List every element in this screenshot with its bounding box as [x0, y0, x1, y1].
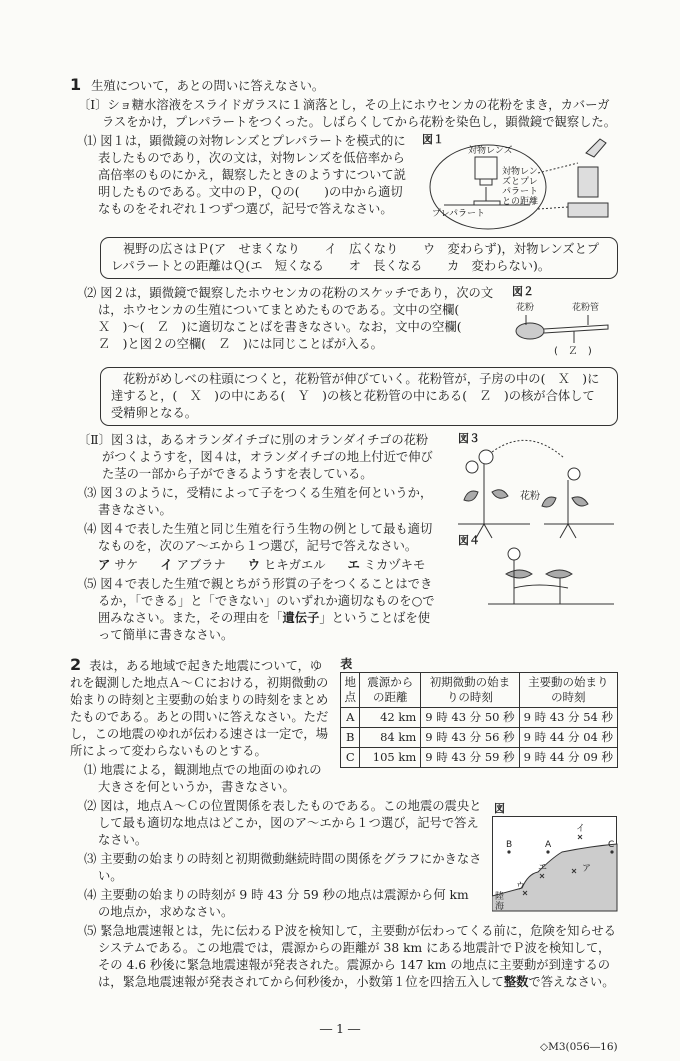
q2-sub-text: 主要動の始まりの時刻が 9 時 43 分 59 秒の地点は震源から何 km の地点か，求めなさい。	[98, 888, 469, 919]
col-header: 震源からの距離	[360, 673, 421, 708]
choice-key: ア	[98, 558, 111, 572]
sea-label: 海	[495, 902, 505, 912]
page-content	[70, 0, 618, 991]
part2-text: 図３は，あるオランダイチゴに別のオランダイチゴの花粉がつくようすを，図４は，オランダイチゴの地上付近で伸びた茎の一部から子ができるようすを表している。	[102, 433, 433, 481]
sub5-keyword: 遺伝子	[282, 611, 320, 625]
fig2-blank-label: ( Ｚ )	[554, 346, 592, 357]
fig1-lens-label: 対物レンズ	[468, 146, 513, 156]
epicenter-map	[492, 802, 618, 914]
q2-number: 2	[70, 655, 82, 674]
page-number: ― 1 ―	[319, 1022, 361, 1036]
choice-text: ヒキガエル	[264, 558, 326, 572]
fig1-slide-label: プレパラート	[432, 209, 486, 219]
section-spacer	[70, 646, 618, 656]
col-header: 主要動の始まりの時刻	[519, 673, 617, 708]
sub4-text: 図４で表した生殖と同じ生殖を行う生物の例として最も適切なものを，次のア～エから１つ選び，記号で答えなさい。	[98, 522, 433, 553]
sub5-label: ⑸	[84, 577, 97, 591]
fig2-title: 図２	[512, 285, 534, 298]
col-header: 初期微動の始まりの時刻	[421, 673, 519, 708]
exam-code: ◇M3(056―16)	[540, 1041, 618, 1053]
part2-label: 〔Ⅱ〕	[78, 433, 111, 447]
point-c: C	[608, 840, 615, 850]
sub3-label: ⑶	[84, 486, 97, 500]
fig1-title: 図１	[422, 133, 444, 146]
fig3-title: 図３	[458, 432, 480, 445]
q2-table-block	[340, 656, 618, 768]
sub5-text: 図４で表した生殖で親とちがう形質の子をつくることはできるか，「できる」と「できない」のいずれか適切なものを○で囲みなさい。また，その理由を「	[98, 577, 435, 625]
table-title: 表	[340, 657, 353, 671]
mark-u: ウ	[516, 882, 526, 892]
sub5-text-end: 」ということばを使って簡単に書きなさい。	[98, 611, 431, 642]
table-row	[341, 748, 618, 768]
sub4-label: ⑷	[84, 522, 97, 536]
cell: C	[341, 748, 360, 768]
table-header-row	[341, 673, 618, 708]
point-a: A	[545, 840, 552, 850]
point-b: B	[506, 840, 513, 850]
mark-i: イ	[576, 824, 586, 834]
sub1-text: 図１は，顕微鏡の対物レンズとプレパラートを模式的に表したものであり，次の文は，対物レンズを低倍率から高倍率のものにかえ，観察したときのようすについて説明したものである。文中のＰ，Ｑの( )の中から適切なものをそれぞれ１つずつ選び，記号で答えなさい。	[98, 134, 406, 216]
col-header: 地点	[341, 673, 360, 708]
cell: B	[341, 728, 360, 748]
q2-sub-label: ⑸	[84, 924, 97, 938]
q1-header	[70, 76, 618, 95]
fig2-pollen-label: 花粉	[516, 303, 535, 313]
map-drawing	[492, 816, 618, 912]
sub1-box-text: 視野の広さはＰ(ア せまくなり イ 広くなり ウ 変わらず)，対物レンズとプレパラートとの距離はＱ(エ 短くなる オ 長くなる カ 変わらない)。	[111, 242, 600, 273]
land-label: 陸	[495, 892, 505, 902]
figure-2	[508, 285, 618, 363]
cell: 9 時 44 分 09 秒	[519, 748, 617, 768]
table-row	[341, 728, 618, 748]
page-footer	[0, 1021, 680, 1061]
q2-intro-text: 表は，ある地域で起きた地震について，ゆれを観測した地点Ａ～Ｃにおける，初期微動の始まりの時刻と主要動の始まりの時刻をまとめたものである。あとの問いに答えなさい。ただし，この地震のゆれが伝わる速さは一定で，場所によって変わらないものとする。	[70, 659, 329, 758]
choice-text: サケ	[114, 558, 139, 572]
map-title: 図	[494, 802, 505, 815]
q1-title: 生殖について，あとの問いに答えなさい。	[91, 79, 325, 93]
mark-e: エ	[538, 863, 548, 873]
q2-sub-text: 図は，地点Ａ～Ｃの位置関係を表したものである。この地震の震央として最も適切な地点はどこか，図のア～エから１つ選び，記号で答えなさい。	[98, 799, 482, 847]
q1-part1	[70, 97, 618, 131]
q2-sub-label: ⑴	[84, 763, 97, 777]
q2-sub-text: 地震による，観測地点での地面のゆれの大きさを何というか，書きなさい。	[98, 763, 322, 794]
sub3-text: 図３のように，受精によって子をつくる生殖を何というか，書きなさい。	[98, 486, 433, 517]
fig1-distance-label: 対物レンズとプレパラートとの距離	[502, 167, 539, 207]
sub1-choice-box	[100, 237, 618, 279]
sub1-label: ⑴	[84, 134, 97, 148]
fig2-tube-label: 花粉管	[572, 303, 600, 313]
cell: 42 km	[360, 708, 421, 728]
cell: 9 時 43 分 54 秒	[519, 708, 617, 728]
q2-sub5-keyword: 整数	[503, 975, 529, 989]
sub2-text: 図２は，顕微鏡で観察したホウセンカの花粉のスケッチであり，次の文は，ホウセンカの生殖についてまとめたものである。文中の空欄( Ｘ )～( Ｚ )に適切なことばを書きなさい。なお，文中の空欄( Ｚ )と図２の空欄( Ｚ )には同じことばが入る。	[98, 286, 494, 351]
part1-text: ショ糖水溶液をスライドガラスに１滴落とし，その上にホウセンカの花粉をまき，カバーガラスをかけ，プレパラートをつくった。しばらくしてから花粉を染色し，顕微鏡で観察した。	[102, 98, 617, 129]
part1-label: 〔Ⅰ〕	[78, 98, 108, 112]
q2-sub-label: ⑶	[84, 852, 97, 866]
q2-sub-label: ⑷	[84, 888, 97, 902]
cell: 9 時 43 分 59 秒	[421, 748, 519, 768]
sub2-label: ⑵	[84, 286, 97, 300]
cell: 9 時 43 分 56 秒	[421, 728, 519, 748]
earthquake-table	[340, 672, 618, 768]
choice-key: イ	[160, 558, 173, 572]
sub2-fill-box	[100, 367, 618, 426]
sub2-box-text: 花粉がめしべの柱頭につくと，花粉管が伸びていく。花粉管が，子房の中の( Ｘ )に達すると，( Ｘ )の中にある( Ｙ )の核と花粉管の中にある( Ｚ )の核が合体して受精卵となる。	[111, 372, 600, 420]
fig3-pollen-label: 花粉	[520, 491, 540, 502]
choice-text: アブラナ	[176, 558, 226, 572]
mark-a: ア	[582, 864, 592, 874]
q2-sub5	[70, 923, 618, 991]
q2-sub-text-end: で答えなさい。	[528, 975, 615, 989]
cell: 105 km	[360, 748, 421, 768]
figures-3-4	[448, 432, 618, 614]
strawberry-illustrations	[448, 432, 618, 614]
q2-sub-label: ⑵	[84, 799, 97, 813]
table-row	[341, 708, 618, 728]
cell: 9 時 43 分 50 秒	[421, 708, 519, 728]
q1-number: 1	[70, 75, 82, 94]
q2-sub-text: 緊急地震速報とは，先に伝わるＰ波を検知して，主要動が伝わってくる前に，危険を知らせるシステムである。この地震では，震源からの距離が 38 km にある地震計でＰ波を検知して，その 4.6 秒後に緊急地震速報が発表された。震源から 147 km の地点に主要動が到達するのは，緊急地震速報が発表されてから何秒後か，小数第１位を四捨五入して	[98, 924, 616, 989]
choice-text: ミカヅキモ	[363, 558, 426, 572]
cell: 9 時 44 分 04 秒	[519, 728, 617, 748]
choice-key: エ	[347, 558, 360, 572]
cell: 84 km	[360, 728, 421, 748]
q2-sub-text: 主要動の始まりの時刻と初期微動継続時間の関係をグラフにかきなさい。	[98, 852, 482, 883]
cell: A	[341, 708, 360, 728]
choice-key: ウ	[247, 558, 261, 572]
figure-1	[418, 133, 618, 233]
fig4-title: 図４	[458, 534, 480, 547]
